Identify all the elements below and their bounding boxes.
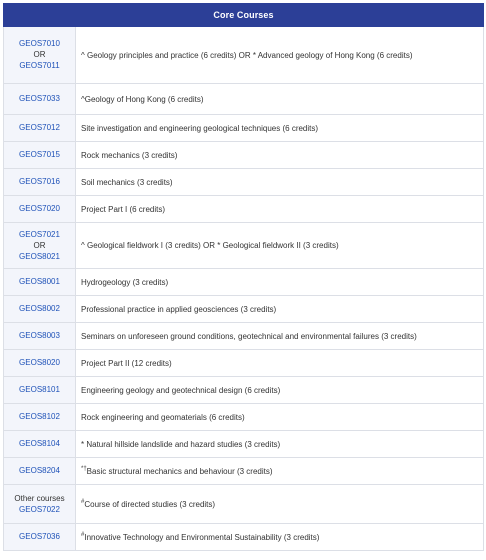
course-code-link[interactable]: GEOS7011 xyxy=(19,61,60,70)
table-row xyxy=(4,296,484,323)
course-description: Rock engineering and geomaterials (6 credits) xyxy=(76,404,484,431)
course-description: Rock mechanics (3 credits) xyxy=(76,142,484,169)
course-code-cell xyxy=(4,223,76,269)
course-code-link[interactable]: GEOS7036 xyxy=(19,532,60,541)
course-code-link[interactable]: GEOS7010 xyxy=(19,39,60,48)
course-code-cell xyxy=(4,142,76,169)
or-label: OR xyxy=(33,240,46,250)
course-code-link[interactable]: GEOS8204 xyxy=(19,466,60,475)
course-code-cell xyxy=(4,269,76,296)
table-header: Core Courses xyxy=(4,4,484,27)
course-code-link[interactable]: GEOS7015 xyxy=(19,150,60,159)
course-code-cell xyxy=(4,350,76,377)
course-code-cell xyxy=(4,169,76,196)
course-code-cell xyxy=(4,196,76,223)
footnote-mark: # xyxy=(81,531,85,538)
course-code-cell xyxy=(4,115,76,142)
table-row xyxy=(4,27,484,84)
footnote-mark: # xyxy=(81,498,85,505)
course-code-link[interactable]: GEOS8003 xyxy=(19,331,60,340)
course-code-link[interactable]: GEOS7033 xyxy=(19,94,60,103)
or-label: OR xyxy=(33,50,46,59)
course-description: Engineering geology and geotechnical design (6 credits) xyxy=(76,377,484,404)
course-code-link[interactable]: GEOS7012 xyxy=(19,123,60,132)
table-row xyxy=(4,269,484,296)
table-row xyxy=(4,485,484,524)
table-row xyxy=(4,223,484,269)
table-row xyxy=(4,323,484,350)
course-code-link[interactable]: GEOS8101 xyxy=(19,385,60,394)
course-code-link[interactable]: GEOS8104 xyxy=(19,439,60,448)
course-description: Basic structural mechanics and behaviour (3 credits) xyxy=(86,466,273,476)
course-code-cell xyxy=(4,84,76,115)
course-description: Professional practice in applied geosciences (3 credits) xyxy=(76,296,484,323)
course-description-cell xyxy=(76,485,484,524)
course-description: * Natural hillside landslide and hazard studies (3 credits) xyxy=(76,431,484,458)
course-code-link[interactable]: GEOS8001 xyxy=(19,277,60,286)
table-row xyxy=(4,404,484,431)
course-description-cell xyxy=(76,524,484,551)
course-description: Seminars on unforeseen ground conditions, geotechnical and environmental failures (3 credits) xyxy=(76,323,484,350)
table-row xyxy=(4,169,484,196)
table-row xyxy=(4,524,484,551)
table-row xyxy=(4,84,484,115)
course-code-link[interactable]: GEOS7016 xyxy=(19,177,60,186)
table-row xyxy=(4,377,484,404)
course-description: Project Part I (6 credits) xyxy=(76,196,484,223)
course-code-link[interactable]: GEOS7020 xyxy=(19,204,60,213)
course-code-link[interactable]: GEOS8020 xyxy=(19,358,60,367)
course-description: Course of directed studies (3 credits) xyxy=(84,499,216,509)
course-description: ^ Geology principles and practice (6 credits) OR * Advanced geology of Hong Kong (6 credits) xyxy=(76,27,484,84)
course-code-cell xyxy=(4,458,76,485)
table-header-row xyxy=(4,4,484,27)
course-description: Site investigation and engineering geological techniques (6 credits) xyxy=(76,115,484,142)
course-code-cell xyxy=(4,404,76,431)
course-code-cell xyxy=(4,524,76,551)
course-code-link[interactable]: GEOS7021 xyxy=(19,229,60,239)
course-code-cell xyxy=(4,296,76,323)
course-description: ^Geology of Hong Kong (6 credits) xyxy=(76,84,484,115)
course-code-link[interactable]: GEOS8102 xyxy=(19,412,60,421)
course-code-link[interactable]: GEOS8002 xyxy=(19,304,60,313)
course-code-link[interactable]: GEOS7022 xyxy=(19,504,60,514)
course-description: Soil mechanics (3 credits) xyxy=(76,169,484,196)
table-row xyxy=(4,350,484,377)
core-courses-table xyxy=(3,3,484,551)
table-row xyxy=(4,458,484,485)
course-description: ^ Geological fieldwork I (3 credits) OR * Geological fieldwork II (3 credits) xyxy=(76,223,484,269)
course-description: Innovative Technology and Environmental Sustainability (3 credits) xyxy=(84,532,320,542)
course-description: Hydrogeology (3 credits) xyxy=(76,269,484,296)
course-code-cell xyxy=(4,485,76,524)
course-code-cell xyxy=(4,377,76,404)
course-code-cell xyxy=(4,323,76,350)
footnote-mark: *† xyxy=(81,465,87,472)
table-row xyxy=(4,142,484,169)
table-row xyxy=(4,115,484,142)
other-courses-label: Other courses xyxy=(14,493,65,503)
course-code-link[interactable]: GEOS8021 xyxy=(19,251,60,261)
table-row xyxy=(4,431,484,458)
course-code-cell xyxy=(4,27,76,84)
course-description: Project Part II (12 credits) xyxy=(76,350,484,377)
course-description-cell xyxy=(76,458,484,485)
course-code-cell xyxy=(4,431,76,458)
table-row xyxy=(4,196,484,223)
